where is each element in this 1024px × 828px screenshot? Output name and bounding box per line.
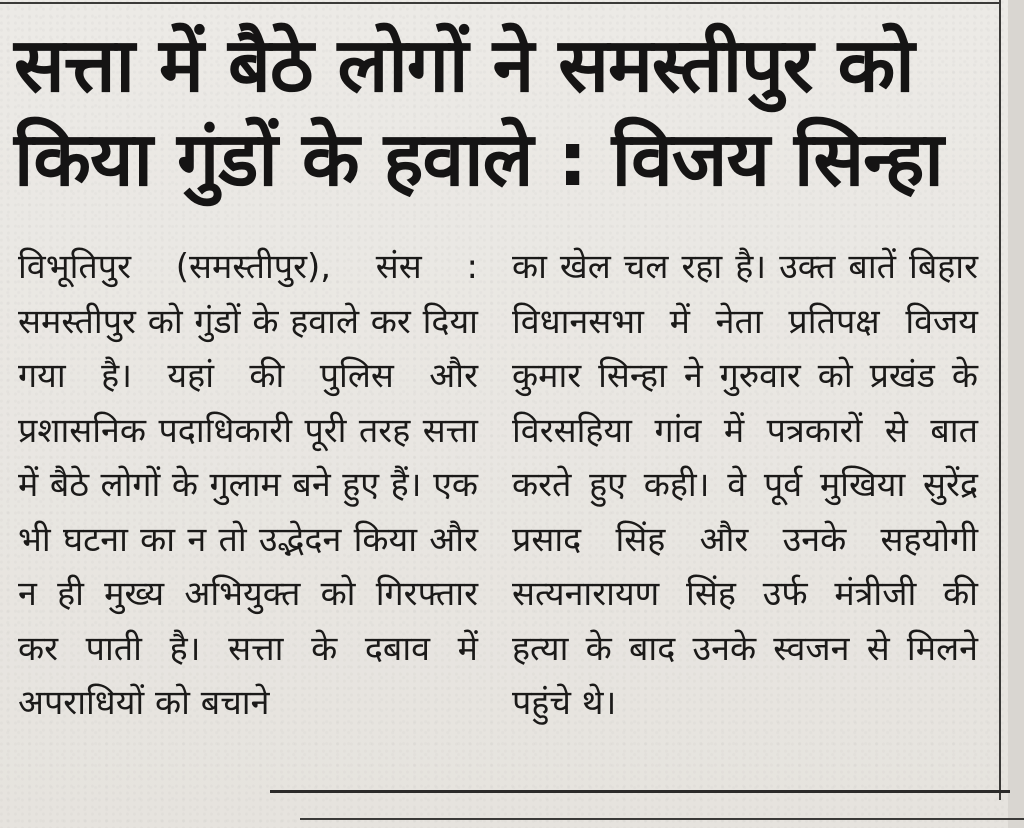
next-article-rule xyxy=(300,818,1024,820)
top-border-rule xyxy=(0,2,1000,4)
article-column-left: विभूतिपुर (समस्तीपुर), संस : समस्तीपुर को गुंडों के हवाले कर दिया गया है। यहां की पुलिस और प्रशासनिक पदाधिकारी पूरी तरह सत्ता में बैठे लोगों के गुलाम बने हुए हैं। एक भी घटना का न तो उद्भेदन किया और न ही मुख्य अभियुक्त को गिरफ्तार कर पाती है। सत्ता के दबाव में अपराधियों को बचाने xyxy=(18,247,478,723)
article-column-right: का खेल चल रहा है। उक्त बातें बिहार विधानसभा में नेता प्रतिपक्ष विजय कुमार सिन्हा ने गुरुवार को प्रखंड के विरसहिया गांव में पत्रकारों से बात करते हुए कही। वे पूर्व मुखिया सुरेंद्र प्रसाद सिंह और उनके सहयोगी सत्यनारायण सिंह उर्फ मंत्रीजी की हत्या के बाद उनके स्वजन से मिलने पहुंचे थे। xyxy=(512,247,978,723)
bottom-border-rule xyxy=(270,790,1010,793)
article-headline: सत्ता में बैठे लोगों ने समस्तीपुर को किया गुंडों के हवाले : विजय सिन्हा xyxy=(14,21,943,203)
page-edge xyxy=(1008,0,1024,828)
